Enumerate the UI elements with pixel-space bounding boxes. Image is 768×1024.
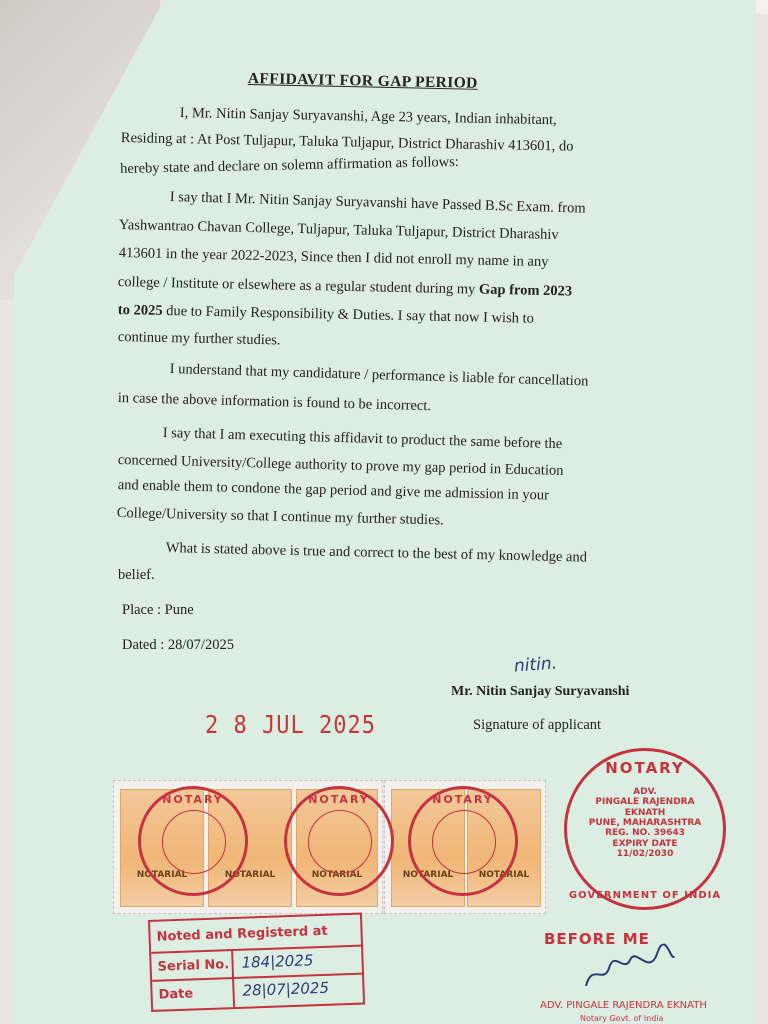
seal-line: ADV.	[633, 787, 657, 797]
serial-value: 184|2025	[241, 951, 314, 972]
notarial-label: NOTARIAL	[478, 870, 530, 880]
seal-ring	[308, 810, 372, 874]
seal-line: PUNE, MAHARASHTRA	[588, 818, 702, 829]
seal-top-text: NOTARY	[162, 793, 224, 806]
seal-details	[567, 787, 723, 859]
body-line: hereby state and declare on solemn affirmation as follows:	[119, 153, 460, 177]
gap-period-emphasis: Gap from 2023	[478, 281, 573, 300]
before-me-stamp: BEFORE ME	[544, 930, 650, 948]
notary-seal-large	[564, 748, 726, 910]
seal-line: EXPIRY DATE	[612, 838, 678, 849]
body-line: I say that I Mr. Nitin Sanjay Suryavanshi have Passed B.Sc Exam. from	[169, 189, 586, 217]
body-line: I, Mr. Nitin Sanjay Suryavanshi, Age 23 years, Indian inhabitant,	[179, 105, 557, 129]
body-line-text: due to Family Responsibility & Duties. I say that now I wish to	[162, 302, 534, 327]
register-heading: Noted and Registerd at	[156, 923, 328, 945]
register-stamp	[148, 913, 365, 1012]
notarial-label: NOTARIAL	[224, 870, 276, 880]
serial-label: Serial No.	[157, 957, 230, 975]
body-line: Residing at : At Post Tuljapur, Taluka Tuljapur, District Dharashiv 413601, do	[120, 130, 574, 155]
seal-top-text: NOTARY	[432, 793, 494, 806]
seal-top-text: NOTARY	[605, 759, 685, 777]
document-title: AFFIDAVIT FOR GAP PERIOD	[247, 70, 478, 92]
register-date-value: 28|07|2025	[242, 978, 330, 1000]
notarial-label: NOTARIAL	[311, 870, 363, 880]
dated-line: Dated : 28/07/2025	[122, 637, 234, 653]
body-line: College/University so that I continue my further studies.	[116, 505, 444, 529]
register-date-label: Date	[158, 986, 194, 1003]
seal-line: REG. NO. 39643	[605, 828, 685, 839]
body-line: belief.	[118, 567, 155, 583]
body-line: I say that I am executing this affidavit to product the same before the	[162, 425, 563, 453]
seal-line: 11/02/2030	[616, 849, 674, 860]
notary-seal-small	[138, 786, 248, 896]
body-line: concerned University/College authority to prove my gap period in Education	[117, 452, 564, 479]
seal-line: EKNATH	[624, 807, 666, 818]
notary-seal-small	[284, 786, 394, 896]
body-line: Yashwantrao Chavan College, Tuljapur, Taluka Tuljapur, District Dharashiv	[118, 217, 559, 243]
body-line-text: college / Institute or elsewhere as a regular student during my	[117, 274, 476, 298]
notarial-label: NOTARIAL	[402, 870, 454, 880]
notarial-label: NOTARIAL	[136, 870, 188, 880]
applicant-name: Mr. Nitin Sanjay Suryavanshi	[451, 684, 630, 699]
seal-line: PINGALE RAJENDRA	[595, 797, 695, 808]
place-line: Place : Pune	[122, 602, 194, 618]
seal-ring	[162, 810, 226, 874]
body-line: What is stated above is true and correct to the best of my knowledge and	[165, 540, 588, 566]
seal-bottom-text: GOVERNMENT OF INDIA	[568, 890, 722, 901]
signature-caption: Signature of applicant	[473, 717, 602, 733]
date-stamp: 2 8 JUL 2025	[205, 711, 376, 740]
body-line: in case the above information is found to be incorrect.	[117, 390, 432, 415]
seal-top-text: NOTARY	[308, 793, 370, 806]
notary-name: ADV. PINGALE RAJENDRA EKNATH	[540, 1000, 707, 1011]
body-line: and enable them to condone the gap period and give me admission in your	[117, 477, 550, 504]
seal-ring	[432, 810, 496, 874]
body-line: 413601 in the year 2022-2023, Since then I did not enroll my name in any	[118, 245, 549, 270]
notary-subtitle: Notary Govt. of India	[580, 1014, 664, 1023]
applicant-handwritten-signature: nitin.	[513, 653, 558, 677]
body-line: I understand that my candidature / performance is liable for cancellation	[169, 361, 589, 390]
body-line: continue my further studies.	[117, 329, 281, 349]
gap-period-end: to 2025	[117, 302, 163, 319]
notary-seal-small	[408, 786, 518, 896]
